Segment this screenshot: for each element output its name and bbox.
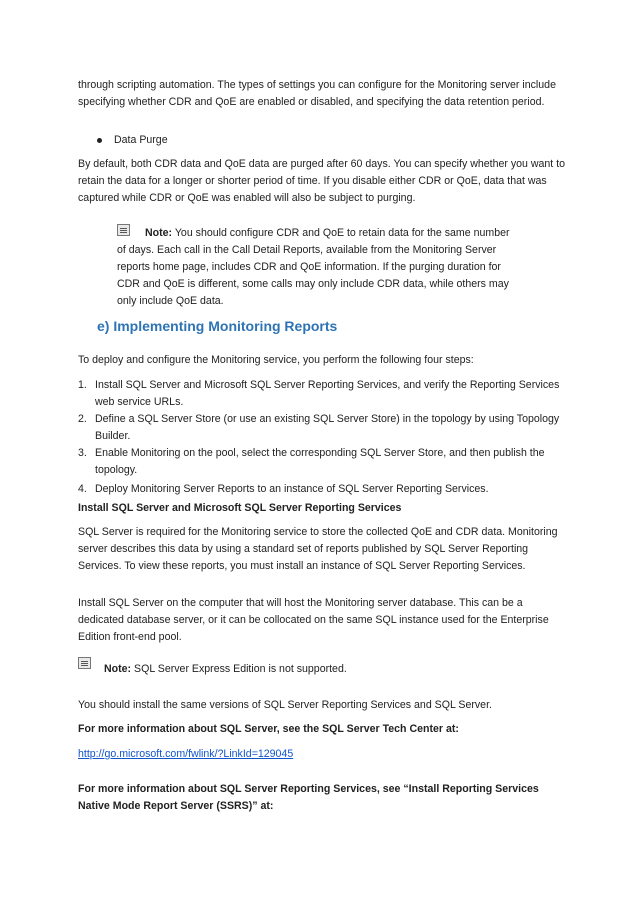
- deploy-paragraph: To deploy and configure the Monitoring service, you perform the following four steps:: [78, 354, 474, 366]
- purge-paragraph: By default, both CDR data and QoE data are purged after 60 days. You can specify whether you want to retain the data for a longer or shorter period of time. If you disable either CDR or QoE, data that was captured while CDR or QoE was enabled will also be subject to purging.: [78, 158, 566, 204]
- note-retention: [117, 225, 517, 310]
- intro-paragraph: through scripting automation. The types of settings you can configure for the Monitoring server include specifying whether CDR and QoE are enabled or disabled, and specifying the data retention period.: [78, 79, 556, 108]
- step-text: Enable Monitoring on the pool, select the corresponding SQL Server Store, and then publish the topology.: [95, 447, 545, 476]
- step-number: 4.: [78, 483, 87, 495]
- versions-paragraph: You should install the same versions of SQL Server Reporting Services and SQL Server.: [78, 699, 492, 711]
- note-label: Note:: [145, 227, 173, 239]
- step-4: [78, 481, 568, 498]
- section-heading: e) Implementing Monitoring Reports: [97, 318, 338, 334]
- more-info-sql: For more information about SQL Server, see the SQL Server Tech Center at:: [78, 723, 459, 735]
- step-text: Install SQL Server and Microsoft SQL Server Reporting Services, and verify the Reporting Services web service URLs.: [95, 379, 560, 408]
- required-paragraph: SQL Server is required for the Monitoring service to store the collected QoE and CDR data. Monitoring server describes this data by using a standard set of reports published by SQL Server Reporting Services. To view these reports, you must install an instance of SQL Server Reporting Services.: [78, 526, 558, 572]
- step-2: [78, 411, 568, 445]
- install-paragraph: Install SQL Server on the computer that will host the Monitoring server database. This can be a dedicated database server, or it can be collocated on the same SQL instance used for the Enterprise Edition front-end pool.: [78, 597, 549, 643]
- note-icon: [78, 657, 91, 669]
- more-info-ssrs: For more information about SQL Server Reporting Services, see “Install Reporting Services Native Mode Report Server (SSRS)” at:: [78, 783, 539, 812]
- step-3: [78, 445, 568, 479]
- note-label: Note:: [104, 663, 132, 675]
- step-number: 3.: [78, 447, 87, 459]
- step-number: 1.: [78, 379, 87, 391]
- sql-tech-center-link[interactable]: http://go.microsoft.com/fwlink/?LinkId=129045: [78, 748, 294, 760]
- bullet-icon: [97, 138, 102, 143]
- bullet-label: Data Purge: [114, 134, 168, 146]
- note-express: [104, 661, 594, 678]
- bullet-data-purge: [97, 132, 168, 149]
- note-text: You should configure CDR and QoE to retain data for the same number of days. Each call in the Call Detail Reports, available from the Monitoring Server reports home page, includes CDR and QoE information. If the purging duration for CDR and QoE is different, some calls may only include CDR data, while others may only include QoE data.: [117, 227, 510, 307]
- step-number: 2.: [78, 413, 87, 425]
- note-text: SQL Server Express Edition is not supported.: [131, 663, 347, 675]
- subheading-install: Install SQL Server and Microsoft SQL Server Reporting Services: [78, 502, 402, 514]
- step-1: [78, 377, 568, 411]
- step-text: Deploy Monitoring Server Reports to an instance of SQL Server Reporting Services.: [95, 483, 489, 495]
- step-text: Define a SQL Server Store (or use an existing SQL Server Store) in the topology by using Topology Builder.: [95, 413, 560, 442]
